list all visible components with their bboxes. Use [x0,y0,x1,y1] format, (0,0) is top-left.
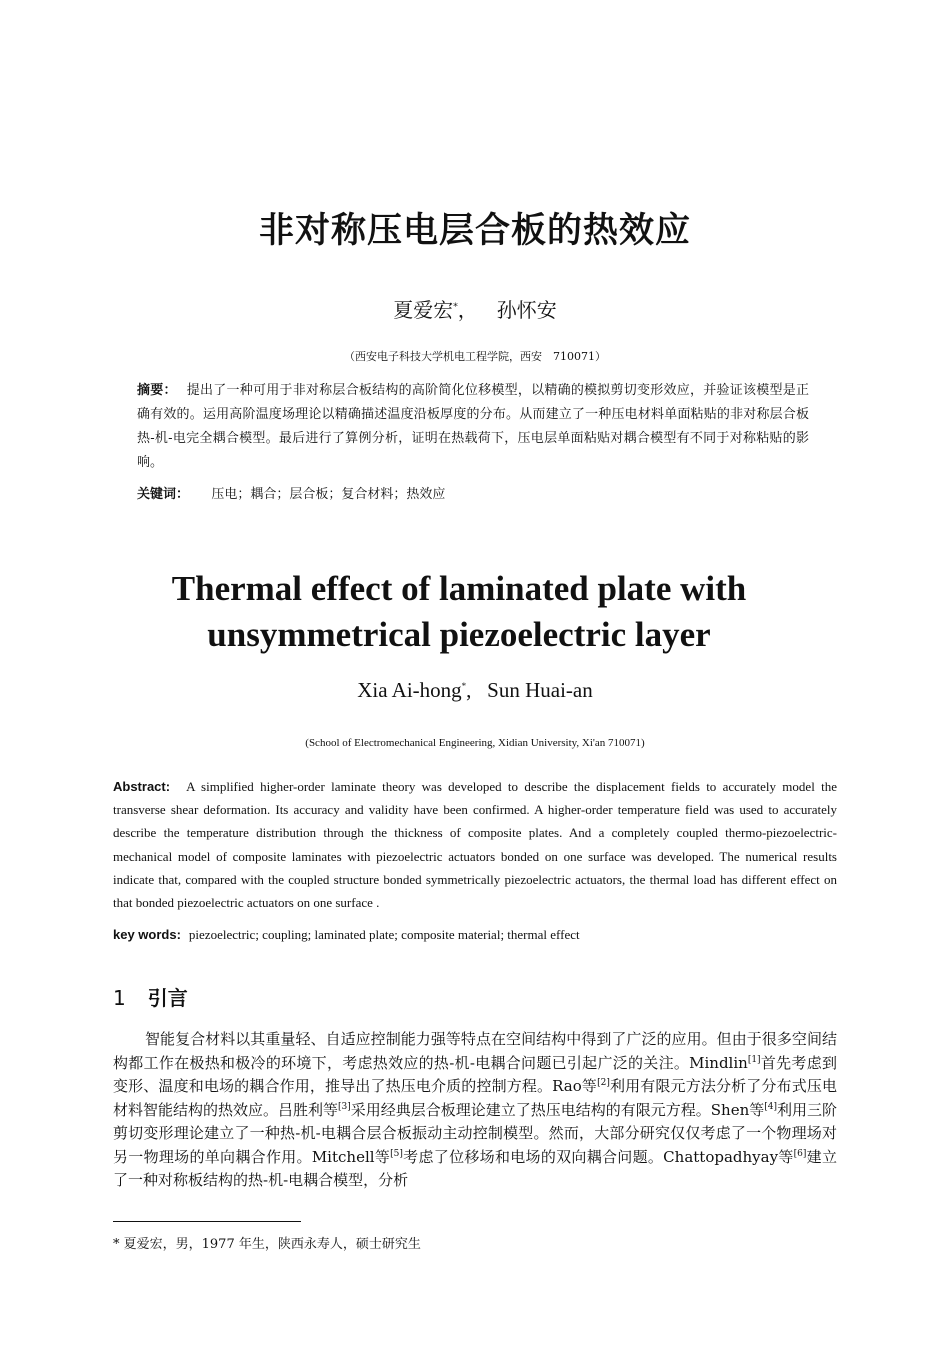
footnote-divider [113,1221,301,1222]
english-keywords [113,927,837,943]
english-authors [0,678,950,703]
chinese-title: 非对称压电层合板的热效应 [258,211,691,251]
english-abstract-label: Abstract: [113,779,171,794]
chinese-abstract [137,379,809,475]
section-number: 1 [113,986,126,1010]
chinese-authors [0,294,950,323]
english-author-2: Sun Huai-an [487,678,593,702]
footnote: * 夏爱宏，男，1977 年生，陕西永寿人，硕士研究生 [113,1237,421,1252]
chinese-abstract-label: 摘要： [137,383,177,398]
english-corresponding-author-mark: * [461,681,467,691]
citation-ref: [2] [597,1078,610,1088]
english-author-1: Xia Ai-hong [357,678,462,702]
section-heading [113,982,188,1011]
citation-ref: [4] [764,1101,777,1112]
english-keywords-text: piezoelectric; coupling; laminated plate; composite material; thermal effect [188,927,580,942]
chinese-keywords-text: 压电；耦合；层合板；复合材料；热效应 [211,487,446,502]
chinese-keywords [137,483,809,507]
citation-ref: [3] [338,1101,351,1112]
body-text-segment: 建立了一种对称板结构的热-机-电耦合模型，分析 [113,1147,837,1189]
body-text-segment: 采用经典层合板理论建立了热压电结构的有限元方程。Shen等 [350,1100,765,1119]
body-text-segment: 考虑了位移场和电场的双向耦合问题。Chattopadhyay等 [402,1147,794,1166]
chinese-abstract-text: 提出了一种可用于非对称层合板结构的高阶简化位移模型，以精确的模拟剪切变形效应，并验证该模型是正确有效的。运用高阶温度场理论以精确描述温度沿板厚度的分布。从而建立了一种压电材料单面粘贴的非对称层合板热-机-电完全耦合模型。最后进行了算例分析，证明在热载荷下，压电层单面粘贴对耦合模型有不同于对称粘贴的影响。 [137,383,809,470]
english-abstract [113,775,837,914]
chinese-affiliation: （西安电子科技大学机电工程学院，西安 710071） [344,350,606,363]
english-abstract-text: A simplified higher-order laminate theory was developed to describe the displacement fields to accurately model the transverse shear deformation. Its accuracy and validity have been confirmed. A higher-order temperature field was used to accurately describe the temperature distribution through the thickness of composite plates. And a completely coupled thermo-piezoelectric-mechanical model of composite laminates with piezoelectric actuators bonded on one surface was developed. The numerical results indicate that, compared with the coupled structure bonded symmetrically piezoelectric actuators, the thermal load has different effect on that bonded piezoelectric actuators on one surface . [113,779,837,911]
english-affiliation: (School of Electromechanical Engineering, Xidian University, Xi'an 710071) [305,737,645,749]
english-keywords-label: key words: [113,927,181,942]
chinese-author-2: 孙怀安 [496,298,557,322]
citation-ref: [6] [793,1148,807,1159]
english-title [0,566,918,658]
body-text-segment: 利用三阶剪切变形理论建立了一种热-机-电耦合层合板振动主动控制模型。然而，大部分研究仅仅考虑了一个物理场对另一物理场的单向耦合作用。Mitchell等 [113,1100,838,1166]
chinese-author-1: 夏爱宏 [393,298,454,322]
citation-ref: [1] [747,1054,761,1065]
english-title-line-1: Thermal effect of laminated plate with [171,569,747,608]
chinese-keywords-label: 关键词： [137,487,190,502]
body-text-segment: 首先考虑到变形、温度和电场的耦合作用，推导出了热压电介质的控制方程。Rao等 [113,1053,837,1095]
corresponding-author-mark: * [453,302,458,313]
english-author-separator: , [466,678,472,702]
section-title: 引言 [147,986,188,1010]
english-title-line-2: unsymmetrical piezoelectric layer [207,615,711,654]
introduction-paragraph [113,1028,837,1193]
body-text-segment: 利用有限元方法分析了分布式压电材料智能结构的热效应。吕胜利等 [113,1077,837,1119]
author-separator: ， [457,298,478,322]
introduction-body [113,1028,837,1193]
citation-ref: [5] [390,1148,403,1159]
body-text-segment: 智能复合材料以其重量轻、自适应控制能力强等特点在空间结构中得到了广泛的应用。但由于很多空间结构都工作在极热和极冷的环境下，考虑热效应的热-机-电耦合问题已引起广泛的关注。Mindlin [113,1030,837,1072]
